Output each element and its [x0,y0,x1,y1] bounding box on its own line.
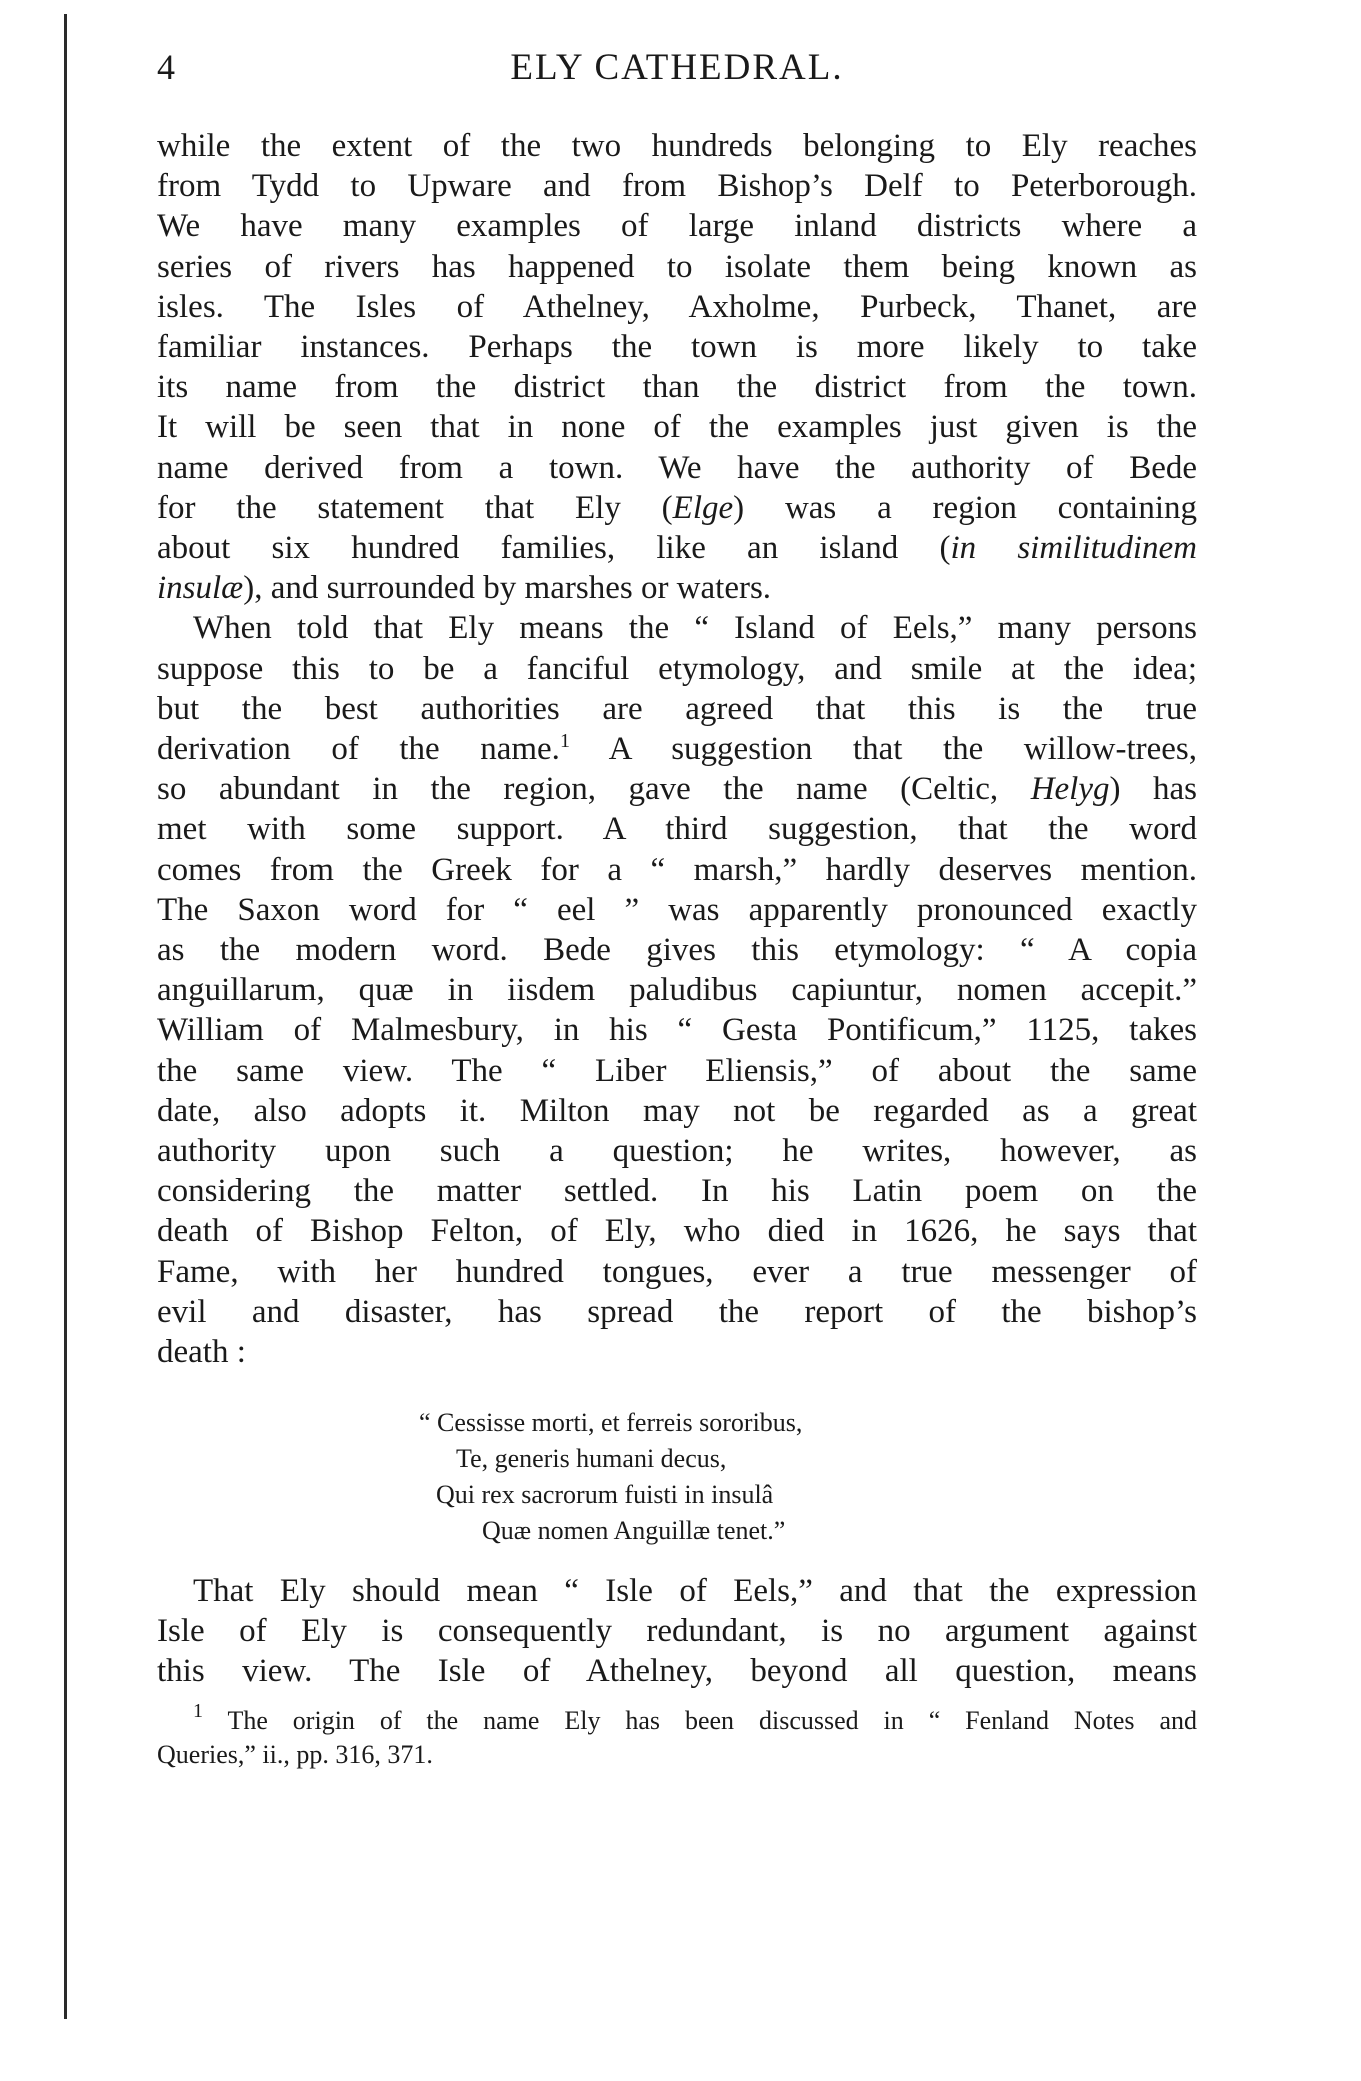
text-line: the same view. The “ Liber Eliensis,” of about the same [157,1052,1197,1089]
text-line: suppose this to be a fanciful etymology, and smile at the idea; [157,650,1197,687]
text-line: We have many examples of large inland districts where a [157,208,1197,245]
page-number: 4 [157,47,175,87]
text-line: isles. The Isles of Athelney, Axholme, Purbeck, Thanet, are [157,288,1197,325]
footnote-line [157,1700,1197,1738]
paragraph [157,1571,1197,1692]
paragraph [157,608,1197,1372]
footnote-marker: 1 [193,1700,203,1722]
verse-line: “ Cessisse morti, et ferreis sororibus, [419,1408,803,1437]
italic-term: insulæ [157,570,244,607]
text-line: The Saxon word for “ eel ” was apparently pronounced exactly [157,891,1197,928]
page-header [157,46,1197,96]
text-line: while the extent of the two hundreds belonging to Ely reaches [157,128,1197,164]
text-line: series of rivers has happened to isolate them being known as [157,248,1197,285]
paragraph [157,126,1197,608]
text-line: but the best authorities are agreed that this is the true [157,690,1197,727]
text-line: evil and disaster, has spread the report of the bishop’s [157,1293,1197,1330]
text-run: ) was a region containing [733,489,1197,526]
main-text [157,126,1197,1372]
verse-line: Qui rex sacrorum fuisti in insulâ [436,1480,774,1509]
text-run: for the statement that Ely ( [157,489,673,526]
text-line: death : [157,1334,246,1371]
text-line: considering the matter settled. In his Latin poem on the [157,1173,1197,1210]
italic-term: Helyg [1030,771,1110,808]
text-line: authority upon such a question; he writes, however, as [157,1133,1197,1170]
text-run: A suggestion that the willow-trees, [569,731,1198,768]
text-line: Isle of Ely is consequently redundant, is no argument against [157,1613,1197,1650]
text-line [157,769,1197,809]
text-run: The origin of the name Ely has been discussed in “ Fenland Notes and [203,1706,1197,1735]
text-line [157,528,1197,568]
text-run: derivation of the name. [157,731,560,768]
italic-term: in similitudinem [950,530,1197,567]
text-line: That Ely should mean “ Isle of Eels,” and that the expression [193,1573,1197,1609]
text-line: this view. The Isle of Athelney, beyond all question, means [157,1653,1197,1690]
verse-line: Quæ nomen Anguillæ tenet.” [482,1516,786,1545]
text-line: anguillarum, quæ in iisdem paludibus capiuntur, nomen accepit.” [157,972,1197,1009]
text-line: its name from the district than the district from the town. [157,369,1197,406]
italic-term: Elge [672,489,734,526]
text-run: about six hundred families, like an island ( [157,530,951,567]
text-line [157,488,1197,528]
text-line [157,729,1197,769]
text-run: so abundant in the region, gave the name (Celtic, [157,771,1031,808]
running-title: ELY CATHEDRAL. [510,47,844,88]
text-line: name derived from a town. We have the authority of Bede [157,449,1197,486]
page-binding-edge [64,14,67,2019]
text-line: met with some support. A third suggestion, that the word [157,811,1197,848]
footnote-line: Queries,” ii., pp. 316, 371. [157,1740,433,1769]
text-run: ) has [1109,771,1198,808]
text-line: death of Bishop Felton, of Ely, who died in 1626, he says that [157,1213,1197,1250]
text-line: Fame, with her hundred tongues, ever a true messenger of [157,1253,1197,1290]
text-line: When told that Ely means the “ Island of Eels,” many persons [193,610,1197,647]
text-run: ), and surrounded by marshes or waters. [243,570,772,607]
text-line: familiar instances. Perhaps the town is more likely to take [157,329,1197,366]
text-line: as the modern word. Bede gives this etymology: “ A copia [157,932,1197,969]
footnote-reference[interactable]: 1 [559,730,570,753]
text-line [157,568,1197,608]
text-line: from Tydd to Upware and from Bishop’s Delf to Peterborough. [157,168,1197,205]
verse-quotation [157,1405,1197,1549]
text-line: comes from the Greek for a “ marsh,” hardly deserves mention. [157,851,1197,888]
verse-line: Te, generis humani decus, [456,1444,727,1473]
text-line: It will be seen that in none of the examples just given is the [157,409,1197,446]
text-line: William of Malmesbury, in his “ Gesta Pontificum,” 1125, takes [157,1012,1197,1049]
footnote [157,1700,1197,1772]
text-line: date, also adopts it. Milton may not be regarded as a great [157,1092,1197,1129]
